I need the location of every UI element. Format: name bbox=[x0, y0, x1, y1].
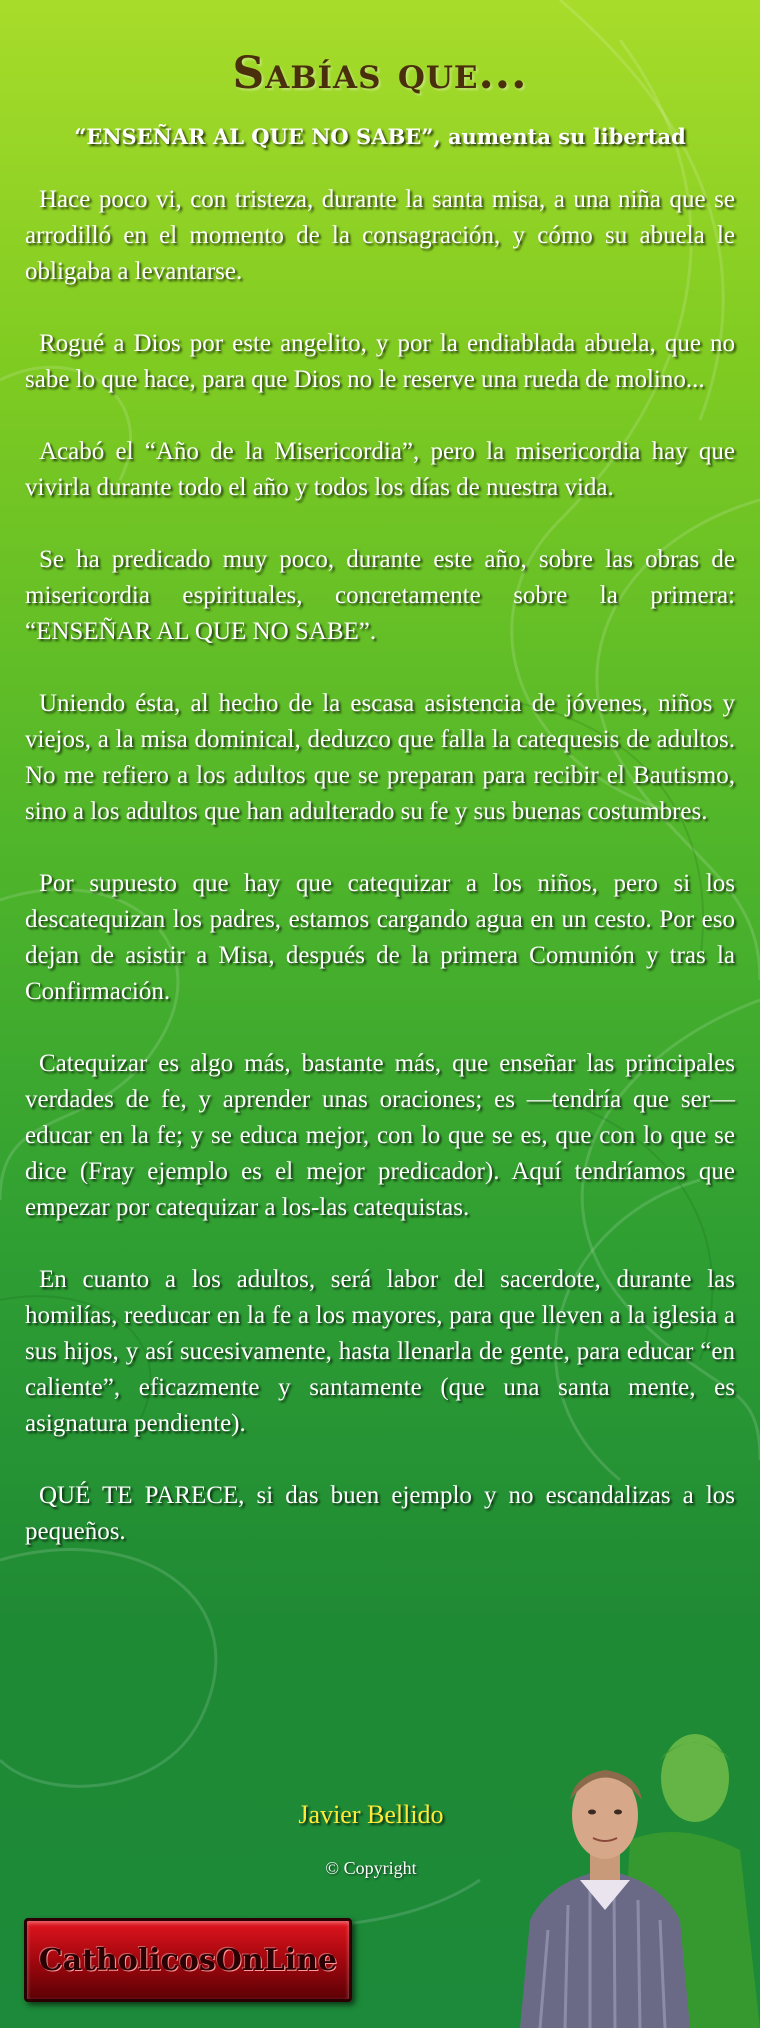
catholicosonline-logo[interactable] bbox=[24, 1918, 352, 2002]
page-title: Sabías que... bbox=[232, 48, 528, 99]
article-body bbox=[25, 182, 735, 1586]
author-photo bbox=[510, 1720, 760, 2028]
page-subtitle: “ENSEÑAR AL QUE NO SABE”, aumenta su libertad bbox=[74, 124, 686, 149]
copyright-notice: © Copyright bbox=[325, 1858, 417, 1878]
author-signature: Javier Bellido bbox=[298, 1800, 444, 1829]
paragraph: Hace poco vi, con tristeza, durante la santa misa, a una niña que se arrodilló en el momento de la consagración, y cómo su abuela le obligaba a levantarse. bbox=[25, 186, 735, 285]
paragraph: En cuanto a los adultos, será labor del sacerdote, durante las homilías, reeducar en la fe a los mayores, para que lleven a la iglesia a sus hijos, y así sucesivamente, hasta llenarla de gente, para educar “en caliente”, eficazmente y santamente (que una santa mente, es asignatura pendiente). bbox=[25, 1266, 735, 1437]
paragraph: Rogué a Dios por este angelito, y por la endiablada abuela, que no sabe lo que hace, para que Dios no le reserve una rueda de molino... bbox=[25, 330, 735, 393]
paragraph: Catequizar es algo más, bastante más, que enseñar las principales verdades de fe, y aprender unas oraciones; es —tendría que ser— educar en la fe; y se educa mejor, con lo que se es, que con lo que se dice (Fray ejemplo es el mejor predicador). Aquí tendríamos que empezar por catequizar a los-las catequistas. bbox=[25, 1050, 735, 1221]
paragraph: Uniendo ésta, al hecho de la escasa asistencia de jóvenes, niños y viejos, a la misa dominical, deduzco que falla la catequesis de adultos. No me refiero a los adultos que se preparan para recibir el Bautismo, sino a los adultos que han adulterado su fe y sus buenas costumbres. bbox=[25, 690, 735, 825]
paragraph: QUÉ TE PARECE, si das buen ejemplo y no escandalizas a los pequeños. bbox=[25, 1482, 735, 1545]
paragraph: Se ha predicado muy poco, durante este año, sobre las obras de misericordia espirituales, concretamente sobre la primera: “ENSEÑAR AL QUE NO SABE”. bbox=[25, 546, 735, 645]
paragraph: Por supuesto que hay que catequizar a los niños, pero si los descatequizan los padres, estamos cargando agua en un cesto. Por eso dejan de asistir a Misa, después de la primera Comunión y tras la Confirmación. bbox=[25, 870, 735, 1005]
paragraph: Acabó el “Año de la Misericordia”, pero la misericordia hay que vivirla durante todo el año y todos los días de nuestra vida. bbox=[25, 438, 735, 501]
logo-text: CatholicosOnLine bbox=[38, 1942, 338, 1978]
